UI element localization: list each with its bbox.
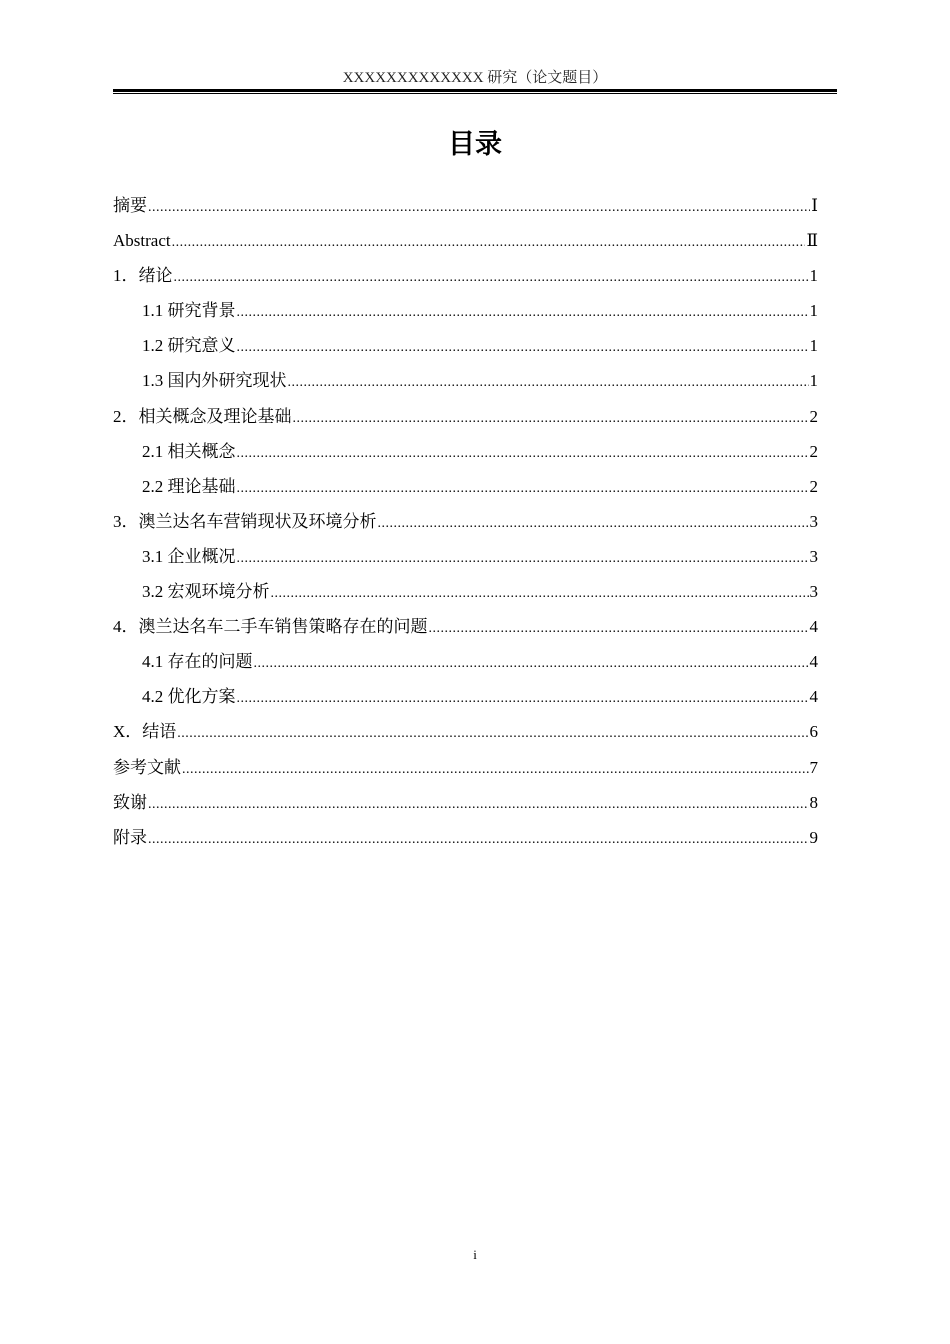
toc-list [113, 188, 818, 855]
toc-entry-page: 1 [809, 301, 818, 321]
toc-entry[interactable] [113, 574, 818, 609]
toc-entry-label: 1.2 研究意义 [142, 336, 236, 356]
toc-entry-label: 1.3 国内外研究现状 [142, 371, 287, 391]
toc-entry-label: 2．相关概念及理论基础 [113, 406, 292, 426]
toc-entry-page: Ⅱ [806, 231, 818, 251]
toc-entry-label: Abstract [113, 231, 171, 251]
toc-dot-leader [378, 506, 809, 541]
toc-entry[interactable] [113, 714, 818, 749]
toc-entry[interactable] [113, 469, 818, 504]
toc-dot-leader [254, 646, 809, 681]
toc-dot-leader [293, 401, 809, 436]
toc-entry-label: X．结语 [113, 722, 177, 742]
toc-entry-label: 4.2 优化方案 [142, 687, 236, 707]
toc-dot-leader [148, 190, 810, 225]
toc-entry-page: 2 [809, 441, 818, 461]
toc-entry-page: 1 [809, 371, 818, 391]
toc-entry-label: 附录 [113, 827, 147, 847]
toc-entry-label: 4.1 存在的问题 [142, 652, 253, 672]
toc-entry[interactable] [113, 785, 818, 820]
toc-entry[interactable] [113, 328, 818, 363]
toc-entry-label: 摘要 [113, 196, 147, 215]
toc-dot-leader [148, 787, 809, 822]
running-header: XXXXXXXXXXXXX 研究（论文题目） [342, 70, 608, 86]
toc-entry[interactable] [113, 539, 818, 574]
toc-entry[interactable] [113, 644, 818, 679]
toc-dot-leader [237, 541, 809, 576]
header-rule-thin [113, 93, 837, 94]
toc-entry[interactable] [113, 750, 818, 785]
toc-entry-page: 4 [809, 617, 818, 637]
toc-dot-leader [174, 260, 809, 295]
toc-entry-page: 3 [809, 511, 818, 531]
toc-entry[interactable] [113, 399, 818, 434]
toc-dot-leader [237, 471, 809, 506]
toc-dot-leader [237, 436, 809, 471]
toc-entry-label: 3.2 宏观环境分析 [142, 582, 270, 602]
toc-entry[interactable] [113, 258, 818, 293]
toc-dot-leader [237, 681, 809, 716]
toc-entry-page: 2 [809, 476, 818, 496]
toc-entry[interactable] [113, 504, 818, 539]
toc-entry-page: 6 [809, 722, 818, 742]
toc-dot-leader [237, 330, 809, 365]
toc-entry-page: 7 [809, 757, 818, 777]
toc-dot-leader [237, 295, 809, 330]
header-rule-thick [113, 89, 837, 92]
toc-entry-label: 1.1 研究背景 [142, 301, 236, 321]
toc-entry[interactable] [113, 820, 818, 855]
toc-entry-label: 致谢 [113, 792, 147, 812]
toc-entry-label: 3.1 企业概况 [142, 546, 236, 566]
toc-entry-label: 3．澳兰达名车营销现状及环境分析 [113, 511, 377, 531]
toc-dot-leader [182, 752, 809, 787]
toc-entry[interactable] [113, 679, 818, 714]
toc-entry-page: 4 [809, 652, 818, 672]
toc-dot-leader [288, 365, 809, 400]
toc-entry-label: 1．绪论 [113, 266, 173, 286]
toc-entry-page: 3 [809, 546, 818, 566]
toc-dot-leader [429, 611, 809, 646]
toc-title: 目录 [448, 129, 502, 160]
toc-entry[interactable] [113, 434, 818, 469]
toc-entry-label: 2.2 理论基础 [142, 476, 236, 496]
toc-entry-page: 2 [809, 406, 818, 426]
toc-entry-page: Ⅰ [811, 196, 818, 215]
toc-entry[interactable] [113, 609, 818, 644]
page-number: i [473, 1247, 477, 1262]
toc-dot-leader [271, 576, 809, 611]
toc-entry[interactable] [113, 223, 818, 258]
toc-entry-page: 4 [809, 687, 818, 707]
toc-entry-page: 1 [809, 266, 818, 286]
toc-dot-leader [148, 822, 809, 857]
toc-entry-page: 9 [809, 827, 818, 847]
toc-dot-leader [177, 716, 808, 751]
toc-entry-page: 3 [809, 582, 818, 602]
toc-entry[interactable] [113, 188, 818, 223]
toc-entry-label: 参考文献 [113, 757, 181, 777]
toc-entry[interactable] [113, 363, 818, 398]
toc-entry-label: 2.1 相关概念 [142, 441, 236, 461]
toc-entry-page: 1 [809, 336, 818, 356]
toc-entry-page: 8 [809, 792, 818, 812]
toc-entry-label: 4．澳兰达名车二手车销售策略存在的问题 [113, 617, 428, 637]
toc-dot-leader [172, 225, 806, 260]
toc-entry[interactable] [113, 293, 818, 328]
